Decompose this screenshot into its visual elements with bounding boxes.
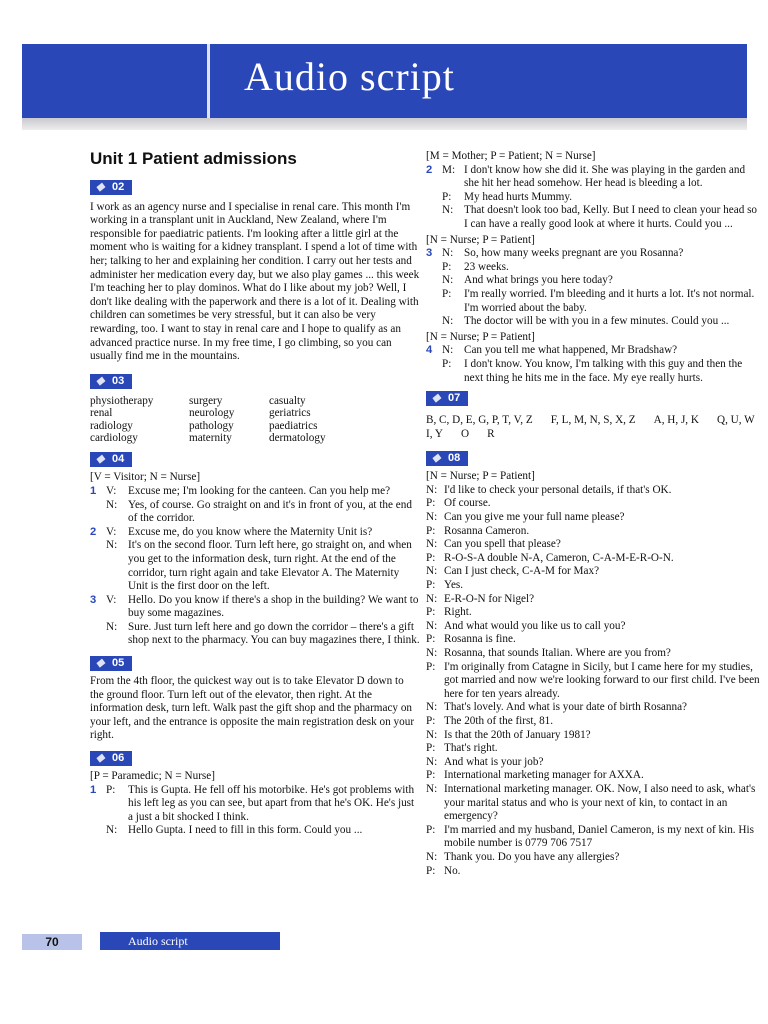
- dialogue-row: [426, 593, 761, 607]
- dialogue-line: That's right.: [444, 742, 498, 755]
- dialogue-row: [426, 565, 761, 579]
- speaker: N:: [426, 483, 438, 496]
- word: geriatrics: [269, 407, 311, 420]
- dialogue-line: That doesn't look too bad, Kelly. But I need to clean your head so I can have a really good look at where it hurts. Could you ...: [464, 204, 758, 230]
- dialogue-line: Yes.: [444, 579, 464, 592]
- speaker: N:: [106, 498, 118, 511]
- speaker: P:: [426, 742, 436, 755]
- letter-group: I, Y: [426, 427, 443, 440]
- dialogue-line: And what would you like us to call you?: [444, 619, 626, 632]
- speaker: N:: [442, 204, 454, 217]
- speaker: N:: [442, 344, 454, 357]
- speaker: N:: [426, 647, 438, 659]
- dialogue-line: Of course.: [444, 497, 491, 510]
- audio-icon: ◆: [432, 452, 441, 465]
- dialogue-line: I'm originally from Catagne in Sicily, but I came here for my studies, got married and now we're looking forward to our first child. I've been here for ten years already.: [444, 660, 760, 700]
- dialogue-line: Can you spell that please?: [444, 538, 561, 551]
- track-07-label: ◆ 07: [426, 391, 468, 406]
- dialogue-row: [426, 729, 761, 743]
- dialogue-line: I'm really worried. I'm bleeding and it hurts a lot. It's not normal. I'm worried about the baby.: [464, 287, 755, 314]
- dialogue-line: Excuse me, do you know where the Maternity Unit is?: [128, 525, 373, 538]
- speaker: P:: [426, 660, 436, 673]
- dialogue-row: [426, 552, 761, 566]
- word: renal: [90, 407, 113, 420]
- track-02-text: I work as an agency nurse and I specialise in renal care. This month I'm working in a transplant unit in Auckland, New Zealand, where I'm responsible for paediatric patients. I'm looking after a little girl at the moment who is waiting for a kidney transplant. I spend a lot of time with her; talking to her and explaining her condition. I carry out her tests and administer her medication every day, but we also play games ... this week I'm teaching her to play dominos. What do I like about my job? Well, I don't like dealing with the paperwork and there is a lot of it. Dealing with children can sometimes be very stressful, but it can also be very rewarding, too. I want to stay in renal care and I hope to qualify as an advanced practice nurse. In my free time, I go climbing, so you can usually find me in the mountains.: [90, 200, 420, 363]
- speaker: P:: [442, 357, 452, 370]
- dialogue-row: [426, 865, 761, 879]
- track-03-label: ◆ 03: [90, 374, 132, 389]
- speaker: P:: [426, 524, 436, 537]
- dialogue-line: Rosanna Cameron.: [444, 524, 530, 537]
- dialogue-number: 1: [90, 783, 97, 796]
- word: pathology: [189, 419, 234, 432]
- dialogue-row: [426, 715, 761, 729]
- dialogue-line: Rosanna is fine.: [444, 633, 516, 646]
- footer-section-label: Audio script: [100, 932, 280, 950]
- dialogue-line: It's on the second floor. Turn left here, go straight on, and when you get to the information desk, turn right. At the end of the corridor, turn right again and take Elevator A. The Maternity Unit is the first door on the left.: [128, 539, 412, 593]
- letter-group: A, H, J, K: [653, 414, 699, 427]
- speaker: N:: [442, 315, 454, 328]
- dialogue-line: No.: [444, 864, 461, 877]
- dialogue-line: 23 weeks.: [464, 260, 509, 273]
- speaker-key: [P = Paramedic; N = Nurse]: [90, 770, 215, 783]
- dialogue-line: I don't know how she did it. She was playing in the garden and she hit her head somehow. Her head is bleeding a lot.: [464, 163, 746, 190]
- dialogue-line: I'd like to check your personal details, if that's OK.: [444, 483, 672, 496]
- letter-group: F, L, M, N, S, X, Z: [550, 414, 636, 427]
- speaker: P:: [426, 864, 436, 877]
- dialogue-row: [426, 511, 761, 525]
- audio-icon: ◆: [96, 180, 105, 193]
- right-column: [426, 150, 761, 878]
- speaker: P:: [426, 769, 436, 782]
- speaker: P:: [106, 783, 116, 796]
- speaker: P:: [442, 260, 452, 273]
- word: physiotherapy: [90, 394, 154, 407]
- speaker: P:: [426, 497, 436, 510]
- track-05-label: ◆ 05: [90, 656, 132, 671]
- speaker: P:: [426, 551, 436, 564]
- dialogue-line: R-O-S-A double N-A, Cameron, C-A-M-E-R-O-N.: [444, 551, 674, 564]
- speaker-key: [V = Visitor; N = Nurse]: [90, 471, 201, 484]
- dialogue-row: [426, 633, 761, 647]
- dialogue-number: 3: [426, 247, 433, 260]
- dialogue-row: [426, 661, 761, 702]
- dialogue-line: Can you tell me what happened, Mr Bradshaw?: [464, 344, 678, 357]
- dialogue-row: [426, 756, 761, 770]
- dialogue-row: [426, 851, 761, 865]
- speaker: N:: [106, 620, 118, 633]
- dialogue-line: Can you give me your full name please?: [444, 511, 625, 524]
- dialogue-line: International marketing manager for AXXA.: [444, 769, 644, 782]
- dialogue-line: I'm married and my husband, Daniel Cameron, is my next of kin. His mobile number is 0779 706 7517: [444, 823, 754, 850]
- header-banner: [22, 44, 747, 118]
- dialogue-row: [426, 606, 761, 620]
- dialogue-row: [426, 538, 761, 552]
- dialogue-row: [426, 484, 761, 498]
- speaker: P:: [426, 579, 436, 592]
- speaker: P:: [426, 823, 436, 836]
- speaker: N:: [426, 538, 438, 551]
- speaker-key: [N = Nurse; P = Patient]: [426, 470, 535, 483]
- word: cardiology: [90, 431, 138, 444]
- dialogue-row: [426, 525, 761, 539]
- speaker: V:: [106, 484, 117, 497]
- speaker: N:: [426, 850, 438, 863]
- word: maternity: [189, 431, 232, 444]
- audio-icon: ◆: [432, 392, 441, 405]
- speaker: M:: [442, 163, 456, 176]
- speaker: N:: [426, 619, 438, 632]
- speaker: N:: [442, 274, 454, 287]
- page-number: 70: [22, 934, 82, 950]
- speaker-key: [N = Nurse; P = Patient]: [426, 233, 535, 246]
- dialogue-row: [426, 769, 761, 783]
- dialogue-line: The 20th of the first, 81.: [444, 714, 554, 727]
- word: neurology: [189, 407, 235, 420]
- dialogue-line: E-R-O-N for Nigel?: [444, 592, 535, 605]
- speaker: N:: [426, 728, 438, 741]
- dialogue-line: That's lovely. And what is your date of birth Rosanna?: [444, 701, 688, 714]
- word: dermatology: [269, 431, 326, 444]
- speaker: V:: [106, 525, 117, 538]
- dialogue-line: Can I just check, C-A-M for Max?: [444, 565, 600, 578]
- track-02-label: ◆ 02: [90, 180, 132, 195]
- dialogue-line: Rosanna, that sounds Italian. Where are you from?: [444, 647, 671, 659]
- track-08-dialogue: [426, 484, 761, 878]
- dialogue-line: Right.: [444, 606, 472, 619]
- track-06-label: ◆ 06: [90, 751, 132, 766]
- word: radiology: [90, 419, 133, 432]
- dialogue-row: [426, 742, 761, 756]
- dialogue-line: Hello Gupta. I need to fill in this form. Could you ...: [128, 824, 363, 837]
- left-column: [90, 149, 420, 838]
- letter-group: R: [487, 427, 495, 440]
- word-list: [90, 395, 420, 445]
- word: paediatrics: [269, 419, 318, 432]
- speaker: N:: [426, 701, 438, 714]
- dialogue-number: 1: [90, 484, 97, 497]
- speaker: N:: [426, 782, 438, 795]
- dialogue-line: International marketing manager. OK. Now, I also need to ask, what's your marital status and who is your next of kin, to contact in an emergency?: [444, 782, 756, 823]
- letter-group: Q, U, W: [716, 414, 755, 427]
- dialogue-line: And what brings you here today?: [464, 274, 613, 287]
- speaker: P:: [426, 606, 436, 619]
- dialogue-number: 4: [426, 344, 433, 357]
- dialogue-row: [426, 579, 761, 593]
- speaker: P:: [426, 714, 436, 727]
- dialogue-line: And what is your job?: [444, 755, 544, 768]
- dialogue-row: [426, 497, 761, 511]
- dialogue-number: 2: [426, 163, 433, 176]
- audio-icon: ◆: [96, 374, 105, 387]
- dialogue-line: My head hurts Mummy.: [464, 190, 573, 203]
- track-08-label: ◆ 08: [426, 451, 468, 466]
- dialogue-row: [426, 620, 761, 634]
- speaker: N:: [426, 755, 438, 768]
- banner-shadow: [22, 118, 747, 130]
- speaker: N:: [426, 511, 438, 524]
- dialogue-line: Sure. Just turn left here and go down the corridor – there's a gift shop next to the pharmacy. You can buy magazines there, I think.: [128, 620, 420, 647]
- dialogue-line: Hello. Do you know if there's a shop in the building? We want to buy some magazines.: [128, 593, 419, 620]
- dialogue-line: Yes, of course. Go straight on and it's in front of you, at the end of the corridor.: [128, 498, 412, 525]
- speaker-key: [N = Nurse; P = Patient]: [426, 330, 535, 343]
- dialogue-line: Excuse me; I'm looking for the canteen. Can you help me?: [128, 484, 391, 497]
- dialogue-number: 3: [90, 593, 97, 606]
- speaker: N:: [106, 824, 118, 837]
- word: casualty: [269, 394, 306, 407]
- track-05-text: From the 4th floor, the quickest way out is to take Elevator D down to the ground floor. Turn left out of the elevator, then right. At the information desk, turn left. Walk past the gift shop and the pharmacy on your left, and the entrance is opposite the main registration desk on your right.: [90, 675, 415, 742]
- speaker: V:: [106, 593, 117, 606]
- dialogue-line: Is that the 20th of January 1981?: [444, 728, 591, 741]
- speaker: N:: [426, 592, 438, 605]
- letter-group: O: [460, 427, 470, 440]
- word: surgery: [189, 394, 223, 407]
- dialogue-number: 2: [90, 525, 97, 538]
- dialogue-line: So, how many weeks pregnant are you Rosanna?: [464, 247, 684, 260]
- speaker: N:: [426, 565, 438, 578]
- audio-icon: ◆: [96, 453, 105, 466]
- audio-icon: ◆: [96, 752, 105, 765]
- dialogue-row: [426, 824, 761, 851]
- speaker: P:: [442, 190, 452, 203]
- speaker: P:: [442, 287, 452, 300]
- dialogue-row: [426, 783, 761, 824]
- letter-groups: [426, 414, 761, 441]
- letter-group: B, C, D, E, G, P, T, V, Z: [426, 414, 533, 427]
- unit-title: Unit 1 Patient admissions: [90, 149, 297, 168]
- speaker-key: [M = Mother; P = Patient; N = Nurse]: [426, 150, 596, 162]
- dialogue-row: [426, 647, 761, 661]
- dialogue-line: This is Gupta. He fell off his motorbike. He's got problems with his left leg as you can see, but apart from that he's OK. He's just a just a bit shocked I think.: [128, 783, 415, 823]
- speaker: P:: [426, 633, 436, 646]
- audio-icon: ◆: [96, 657, 105, 670]
- banner-divider: [207, 44, 210, 118]
- speaker: N:: [106, 539, 118, 552]
- dialogue-line: I don't know. You know, I'm talking with this guy and then the next thing he hits me in the face. My eye really hurts.: [464, 357, 743, 384]
- dialogue-row: [426, 701, 761, 715]
- track-04-label: ◆ 04: [90, 452, 132, 467]
- dialogue-line: The doctor will be with you in a few minutes. Could you ...: [464, 315, 730, 328]
- dialogue-line: Thank you. Do you have any allergies?: [444, 850, 620, 863]
- page-title: Audio script: [244, 54, 455, 99]
- speaker: N:: [442, 247, 454, 260]
